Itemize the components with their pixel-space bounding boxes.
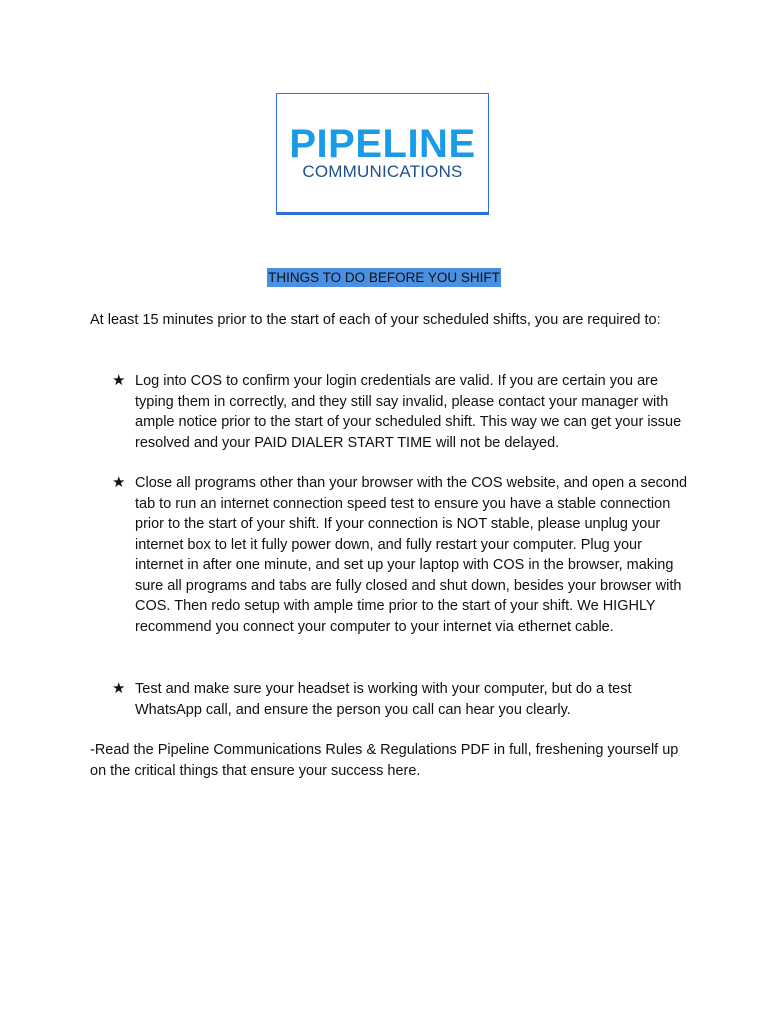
checklist-item-text: Close all programs other than your browser with the COS website, and open a second tab to run an internet connection speed test to ensure you have a stable connection prior to the start of your shift. If your connection is NOT stable, please unplug your internet box to let it fully power down, and fully restart your computer. Plug your internet in after one minute, and set up your laptop with COS in the browser, making sure all programs and tabs are fully closed and shut down, besides your browser with COS. Then redo setup with ample time prior to the start of your shift. We HIGHLY recommend you connect your computer to your internet via ethernet cable. xyxy=(135,475,688,635)
star-icon: ★ xyxy=(112,372,126,389)
closing-paragraph: -Read the Pipeline Communications Rules & Regulations PDF in full, freshening yourself up on the critical things that ensure your success here. xyxy=(90,742,679,779)
logo-wordmark-primary: PIPELINE xyxy=(289,122,476,166)
intro-paragraph: At least 15 minutes prior to the start of each of your scheduled shifts, you are required to: xyxy=(90,312,661,328)
company-logo xyxy=(276,93,489,213)
logo-wordmark-secondary: COMMUNICATIONS xyxy=(302,162,463,181)
page-heading: THINGS TO DO BEFORE YOU SHIFT xyxy=(268,270,500,285)
star-icon: ★ xyxy=(112,680,126,697)
checklist-item xyxy=(112,371,692,453)
checklist-item xyxy=(112,473,692,637)
star-icon: ★ xyxy=(112,474,126,491)
checklist-item-text: Log into COS to confirm your login credentials are valid. If you are certain you are typing them in correctly, and they still say invalid, please contact your manager with ample notice prior to the start of your scheduled shift. This way we can get your issue resolved and your PAID DIALER START TIME will not be delayed. xyxy=(135,373,682,451)
checklist-item-text: Test and make sure your headset is working with your computer, but do a test WhatsApp call, and ensure the person you call can hear you clearly. xyxy=(135,681,632,718)
checklist-item xyxy=(112,679,692,720)
heading-container xyxy=(0,268,768,287)
